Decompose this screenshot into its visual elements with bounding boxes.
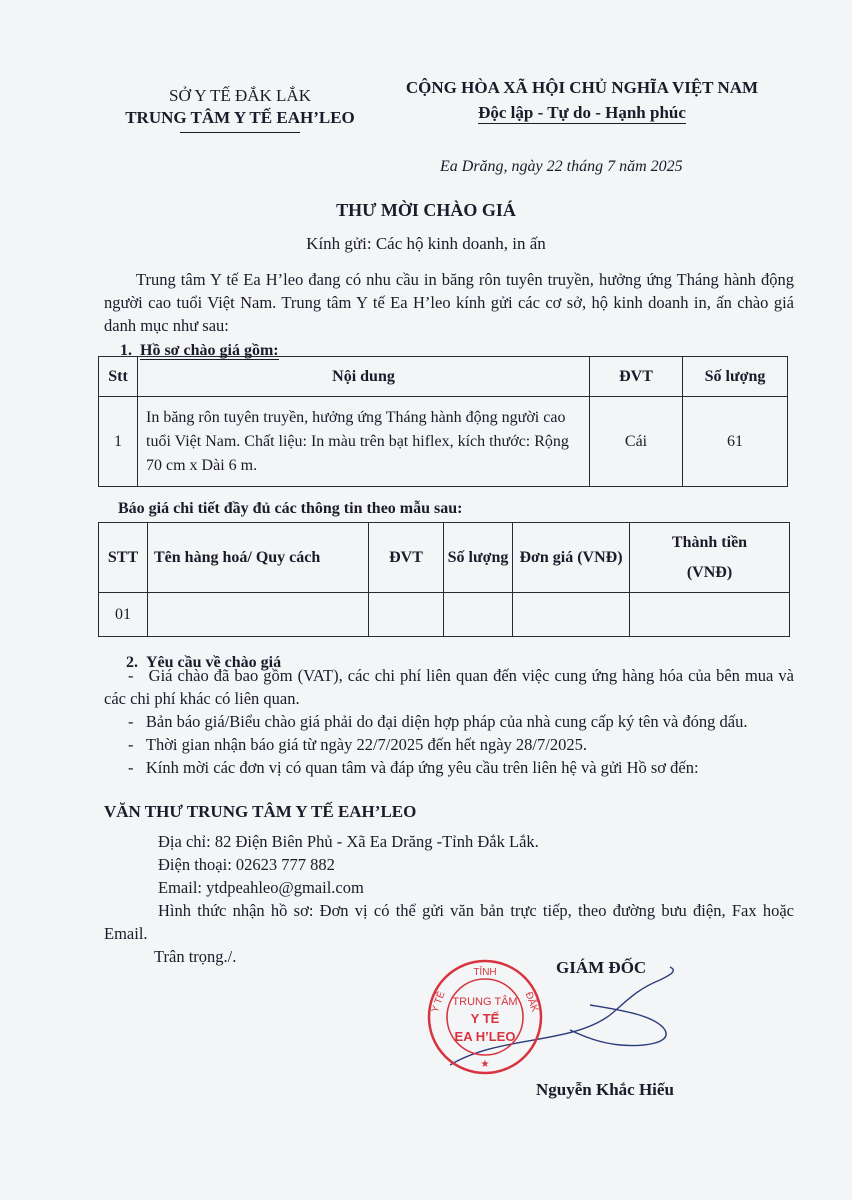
row-unit: Cái [590,397,683,487]
national-motto [372,103,792,123]
list-item: - Bản báo giá/Biểu chào giá phải do đại diện hợp pháp của nhà cung cấp ký tên và đóng dấu. [128,712,748,731]
stamp-outer-right: ĐẮK [522,990,541,1014]
q-col-total-line1: Thành tiền [671,533,748,551]
requirement-1: Giá chào đã bao gồm (VAT), các chi phí liên quan đến việc cung ứng hàng hóa của bên mua và các chi phí khác có liên quan. [104,666,795,708]
requirement-3: Thời gian nhận báo giá từ ngày 22/7/2025 đến hết ngày 28/7/2025. [145,735,587,754]
q-col-unit: ĐVT [369,523,444,593]
q-row-total [630,593,790,637]
q-col-name: Tên hàng hoá/ Quy cách [148,523,369,593]
requirements-list [104,664,794,779]
stamp-inner-line1: TRUNG TÂM [452,996,518,1008]
stamp-star-icon: ★ [480,1059,490,1070]
quote-template-caption: Báo giá chi tiết đầy đủ các thông tin theo mẫu sau: [118,500,463,517]
q-row-price [513,593,630,637]
table-row [99,593,790,637]
quote-template-table [98,522,790,637]
col-qty: Số lượng [683,357,788,397]
row-stt: 1 [99,397,138,487]
stamp-outer-top: TỈNH [473,967,497,978]
stamp-inner-line3: EA H’LEO [454,1029,516,1044]
national-title: CỘNG HÒA XÃ HỘI CHỦ NGHĨA VIỆT NAM [405,78,759,97]
section2-number: 2. [126,654,138,671]
signature-and-stamp [420,955,720,1095]
section1-title: Hồ sơ chào giá gồm: [140,342,279,359]
greeting: Kính gửi: Các hộ kinh doanh, in ấn [306,234,546,253]
document-title: THƯ MỜI CHÀO GIÁ [336,200,516,220]
intro-paragraph: Trung tâm Y tế Ea H’leo đang có nhu cầu in băng rôn tuyên truyền, hưởng ứng Tháng hành động người cao tuổi Việt Nam. Trung tâm Y tế Ea H’leo kính gửi các cơ sở, hộ kinh doanh in, ấn chào giá danh mục như sau: [104,270,794,335]
q-row-stt: 01 [99,593,148,637]
list-item: - Giá chào đã bao gồm (VAT), các chi phí liên quan đến việc cung ứng hàng hóa của bên mua và các chi phí khác có liên quan. [104,666,795,708]
agency-name: TRUNG TÂM Y TẾ EAH’LEO [125,108,355,127]
quote-table-header [99,523,790,593]
list-item: - Kính mời các đơn vị có quan tâm và đáp ứng yêu cầu trên liên hệ và gửi Hồ sơ đến: [128,758,699,777]
section1-number: 1. [120,342,132,359]
q-col-total-line2: (VNĐ) [686,563,733,581]
q-row-unit [369,593,444,637]
q-row-qty [444,593,513,637]
signer-position: GIÁM ĐỐC [556,958,647,977]
q-col-price: Đơn giá (VNĐ) [513,523,630,593]
national-motto-text: Độc lập - Tự do - Hạnh phúc [478,103,686,122]
col-unit: ĐVT [590,357,683,397]
q-row-name [148,593,369,637]
contact-email: Email: ytdpeahleo@gmail.com [158,878,364,897]
col-stt: Stt [99,357,138,397]
signer-name: Nguyễn Khắc Hiếu [536,1080,674,1099]
official-stamp [428,961,542,1073]
q-col-qty: Số lượng [444,523,513,593]
contact-method: Hình thức nhận hồ sơ: Đơn vị có thể gửi văn bản trực tiếp, theo đường bưu điện, Fax hoặc Email. [104,901,794,943]
col-content: Nội dung [138,357,590,397]
contact-phone: Điện thoại: 02623 777 882 [158,855,335,874]
requirement-4: Kính mời các đơn vị có quan tâm và đáp ứng yêu cầu trên liên hệ và gửi Hồ sơ đến: [145,758,699,777]
items-table-header [99,357,788,397]
requirement-2: Bản báo giá/Biểu chào giá phải do đại diện hợp pháp của nhà cung cấp ký tên và đóng dấu. [145,712,748,731]
table-row [99,397,788,487]
closing: Trân trọng./. [154,947,237,966]
row-content: In băng rôn tuyên truyền, hưởng ứng Tháng hành động người cao tuổi Việt Nam. Chất liệu: In màu trên bạt hiflex, kích thước: Rộng 70 cm x Dài 6 m. [138,397,590,487]
q-col-total [630,523,790,593]
row-qty: 61 [683,397,788,487]
items-table [98,356,788,487]
stamp-inner-line2: Y TẾ [470,1011,500,1026]
recipient-heading: VĂN THƯ TRUNG TÂM Y TẾ EAH’LEO [104,802,417,821]
list-item: - Thời gian nhận báo giá từ ngày 22/7/2025 đến hết ngày 28/7/2025. [128,735,587,754]
contact-block [104,830,794,968]
q-col-stt: STT [99,523,148,593]
section2-title: Yêu cầu về chào giá [146,654,282,671]
date-line: Ea Drăng, ngày 22 tháng 7 năm 2025 [440,158,683,175]
stamp-outer-left: Y TẾ [429,989,448,1015]
contact-address: Địa chỉ: 82 Điện Biên Phủ - Xã Ea Drăng -Tỉnh Đắk Lắk. [158,832,539,851]
agency-parent: SỞ Y TẾ ĐẮK LẮK [169,86,311,105]
agency-underline [180,132,300,133]
